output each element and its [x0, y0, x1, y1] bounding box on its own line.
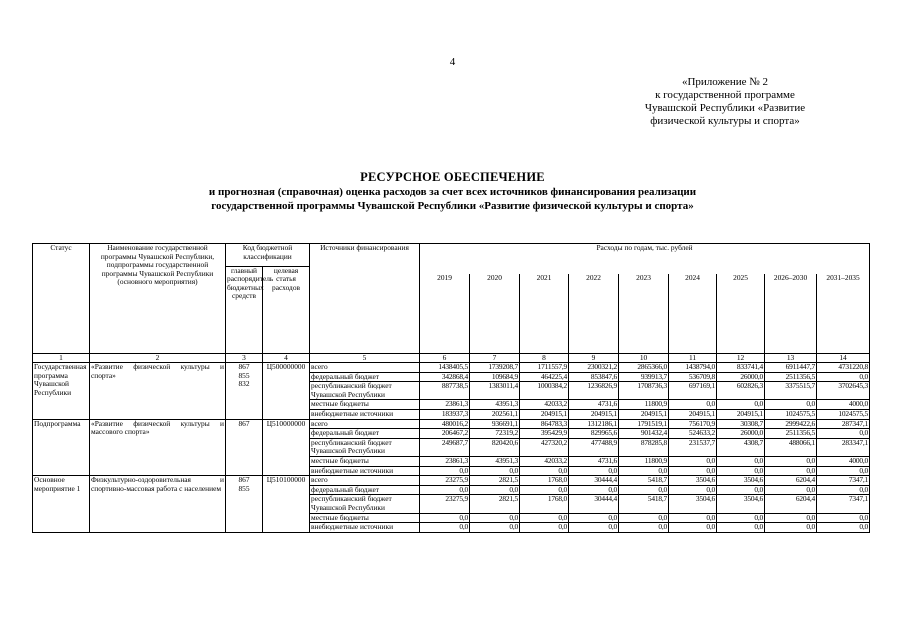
- row-value: 1768,0: [520, 495, 569, 513]
- row-value: 26000,0: [717, 429, 765, 439]
- row-value: 0,0: [669, 513, 717, 523]
- row-value: 6204,4: [765, 476, 817, 486]
- row-value: 0,0: [569, 513, 619, 523]
- row-value: 6911447,7: [765, 363, 817, 373]
- header-year: 2025: [717, 274, 765, 353]
- row-value: 0,0: [569, 523, 619, 533]
- row-value: 0,0: [817, 429, 870, 439]
- row-value: 0,0: [717, 457, 765, 467]
- header-year: 2019: [420, 274, 470, 353]
- row-value: 480016,2: [420, 419, 470, 429]
- row-value: 42033,2: [520, 457, 569, 467]
- row-value: 204915,1: [619, 410, 669, 420]
- row-article: Ц510000000: [263, 419, 310, 476]
- row-value: 30308,7: [717, 419, 765, 429]
- resource-table: [32, 243, 870, 533]
- row-value: 249687,7: [420, 438, 470, 456]
- row-value: 7347,1: [817, 476, 870, 486]
- row-value: 23861,3: [420, 457, 470, 467]
- row-value: 0,0: [817, 466, 870, 476]
- row-source: местные бюджеты: [310, 513, 420, 523]
- header-column-number: 9: [569, 353, 619, 363]
- row-value: 602826,3: [717, 382, 765, 400]
- row-value: 0,0: [520, 485, 569, 495]
- row-article: Ц510100000: [263, 476, 310, 533]
- header-years-title: Расходы по годам, тыс. рублей: [420, 244, 870, 267]
- row-value: 1312186,1: [569, 419, 619, 429]
- row-value: 1000384,2: [520, 382, 569, 400]
- row-value: 0,0: [817, 372, 870, 382]
- row-value: 23861,3: [420, 400, 470, 410]
- row-value: 488066,1: [765, 438, 817, 456]
- row-source: федеральный бюджет: [310, 485, 420, 495]
- row-value: 0,0: [470, 523, 520, 533]
- appendix-line-2: к государственной программе: [655, 89, 795, 101]
- row-value: 1768,0: [520, 476, 569, 486]
- header-article: целевая статья расходов: [263, 266, 310, 353]
- row-value: 4731220,8: [817, 363, 870, 373]
- appendix-line-4: физической культуры и спорта»: [650, 115, 800, 127]
- row-source: республиканский бюджет Чувашской Республики: [310, 495, 420, 513]
- row-value: 2865366,0: [619, 363, 669, 373]
- row-name: «Развитие физической культуры и спорта»: [90, 363, 226, 420]
- row-value: 204915,1: [569, 410, 619, 420]
- header-column-number: 13: [765, 353, 817, 363]
- row-value: 206467,2: [420, 429, 470, 439]
- row-value: 7347,1: [817, 495, 870, 513]
- row-value: 204915,1: [520, 410, 569, 420]
- header-column-number: 8: [520, 353, 569, 363]
- row-value: 0,0: [420, 466, 470, 476]
- title-sub-2: государственной программы Чувашской Республики «Развитие физической культуры и спорта»: [211, 200, 694, 212]
- row-value: 697169,1: [669, 382, 717, 400]
- header-column-number: 1: [33, 353, 90, 363]
- appendix-line-3: Чувашской Республики «Развитие: [644, 102, 806, 114]
- row-value: 1383011,4: [470, 382, 520, 400]
- row-value: 11800,9: [619, 400, 669, 410]
- row-source: всего: [310, 419, 420, 429]
- row-value: 2821,5: [470, 476, 520, 486]
- row-value: 0,0: [765, 457, 817, 467]
- row-value: 0,0: [520, 513, 569, 523]
- header-column-number: 5: [310, 353, 420, 363]
- row-value: 2999422,6: [765, 419, 817, 429]
- row-value: 936691,1: [470, 419, 520, 429]
- row-value: 202561,1: [470, 410, 520, 420]
- header-status: Статус: [33, 244, 90, 354]
- row-value: 0,0: [520, 466, 569, 476]
- row-value: 3375515,7: [765, 382, 817, 400]
- row-source: местные бюджеты: [310, 400, 420, 410]
- row-value: 287347,1: [817, 419, 870, 429]
- row-value: 0,0: [717, 485, 765, 495]
- appendix-line-1: «Приложение № 2: [681, 76, 769, 88]
- row-value: 4000,0: [817, 457, 870, 467]
- row-value: 464225,4: [520, 372, 569, 382]
- table-row: [33, 476, 870, 486]
- row-source: республиканский бюджет Чувашской Республики: [310, 438, 420, 456]
- row-value: 4000,0: [817, 400, 870, 410]
- row-value: 23275,9: [420, 476, 470, 486]
- header-grbs: главный распорядитель бюджетных средств: [226, 266, 263, 353]
- header-year: 2024: [669, 274, 717, 353]
- row-value: 1791519,1: [619, 419, 669, 429]
- row-value: 3504,6: [717, 495, 765, 513]
- row-value: 4731,6: [569, 457, 619, 467]
- row-value: 853847,6: [569, 372, 619, 382]
- row-value: 4731,6: [569, 400, 619, 410]
- row-value: 2511356,5: [765, 372, 817, 382]
- row-value: 0,0: [765, 400, 817, 410]
- header-column-number: 11: [669, 353, 717, 363]
- row-value: 3504,6: [669, 476, 717, 486]
- title-main: РЕСУРСНОЕ ОБЕСПЕЧЕНИЕ: [360, 170, 545, 184]
- row-source: федеральный бюджет: [310, 372, 420, 382]
- header-year: 2022: [569, 274, 619, 353]
- row-status: Основное мероприятие 1: [33, 476, 90, 533]
- header-year: 2021: [520, 274, 569, 353]
- row-value: 0,0: [619, 513, 669, 523]
- row-source: внебюджетные источники: [310, 523, 420, 533]
- row-value: 0,0: [817, 523, 870, 533]
- row-value: 820420,6: [470, 438, 520, 456]
- row-value: 0,0: [717, 400, 765, 410]
- row-value: 72319,2: [470, 429, 520, 439]
- header-name: Наименование государственной программы Чувашской Республики, подпрограммы государственной программы Чувашской Республики (основного мероприятия): [90, 244, 226, 354]
- header-sources: Источники финансирования: [310, 244, 420, 354]
- row-source: местные бюджеты: [310, 457, 420, 467]
- row-value: 536709,8: [669, 372, 717, 382]
- row-value: 864783,3: [520, 419, 569, 429]
- row-source: внебюджетные источники: [310, 466, 420, 476]
- header-column-number: 10: [619, 353, 669, 363]
- row-value: 1438405,5: [420, 363, 470, 373]
- row-value: 6204,4: [765, 495, 817, 513]
- row-value: 0,0: [817, 485, 870, 495]
- row-value: 0,0: [520, 523, 569, 533]
- row-value: 0,0: [765, 523, 817, 533]
- row-value: 756170,9: [669, 419, 717, 429]
- row-grbs: 867 855: [226, 476, 263, 533]
- row-value: 2821,5: [470, 495, 520, 513]
- row-value: 0,0: [569, 466, 619, 476]
- row-value: 0,0: [420, 513, 470, 523]
- row-value: 1739208,7: [470, 363, 520, 373]
- title-sub-1: и прогнозная (справочная) оценка расходов за счет всех источников финансирования реализации: [208, 186, 697, 198]
- row-value: 183937,3: [420, 410, 470, 420]
- row-source: внебюджетные источники: [310, 410, 420, 420]
- row-value: 283347,1: [817, 438, 870, 456]
- row-value: 477488,9: [569, 438, 619, 456]
- row-source: всего: [310, 363, 420, 373]
- row-value: 901432,4: [619, 429, 669, 439]
- header-column-number: 12: [717, 353, 765, 363]
- row-value: 0,0: [765, 466, 817, 476]
- row-value: 42033,2: [520, 400, 569, 410]
- row-value: 0,0: [569, 485, 619, 495]
- header-column-number: 14: [817, 353, 870, 363]
- row-grbs: 867 855 832: [226, 363, 263, 420]
- row-value: 342868,4: [420, 372, 470, 382]
- row-value: 878285,8: [619, 438, 669, 456]
- header-year: 2023: [619, 274, 669, 353]
- row-source: всего: [310, 476, 420, 486]
- row-value: 0,0: [669, 400, 717, 410]
- row-value: 0,0: [817, 513, 870, 523]
- row-value: 43951,3: [470, 457, 520, 467]
- row-value: 11800,9: [619, 457, 669, 467]
- row-value: 1708736,3: [619, 382, 669, 400]
- document-title: [0, 170, 905, 213]
- row-value: 1024575,5: [817, 410, 870, 420]
- row-value: 23275,9: [420, 495, 470, 513]
- row-value: 26000,0: [717, 372, 765, 382]
- table-row: [33, 363, 870, 373]
- row-value: 2511356,5: [765, 429, 817, 439]
- row-value: 5418,7: [619, 495, 669, 513]
- row-status: Государственная программа Чувашской Республики: [33, 363, 90, 420]
- row-value: 0,0: [717, 513, 765, 523]
- row-value: 0,0: [420, 485, 470, 495]
- row-value: 1024575,5: [765, 410, 817, 420]
- row-value: 1711557,9: [520, 363, 569, 373]
- page-number: 4: [449, 56, 456, 68]
- row-value: 0,0: [619, 523, 669, 533]
- row-name: «Развитие физической культуры и массового спорта»: [90, 419, 226, 476]
- row-name: Физкультурно-оздоровительная и спортивно-массовая работа с населением: [90, 476, 226, 533]
- row-value: 887738,5: [420, 382, 470, 400]
- row-value: 427320,2: [520, 438, 569, 456]
- row-value: 5418,7: [619, 476, 669, 486]
- row-value: 0,0: [765, 485, 817, 495]
- header-column-number: 4: [263, 353, 310, 363]
- row-value: 3504,6: [669, 495, 717, 513]
- header-column-number: 2: [90, 353, 226, 363]
- row-value: 1236826,9: [569, 382, 619, 400]
- header-year: 2020: [470, 274, 520, 353]
- appendix-note: [600, 76, 850, 128]
- header-year: 2031–2035: [817, 274, 870, 353]
- header-column-number: 7: [470, 353, 520, 363]
- row-value: 30444,4: [569, 495, 619, 513]
- row-value: 0,0: [470, 466, 520, 476]
- row-value: 939913,7: [619, 372, 669, 382]
- row-value: 109684,9: [470, 372, 520, 382]
- row-value: 524633,2: [669, 429, 717, 439]
- row-value: 0,0: [619, 466, 669, 476]
- row-value: 0,0: [470, 513, 520, 523]
- row-value: 2300321,2: [569, 363, 619, 373]
- row-value: 395429,9: [520, 429, 569, 439]
- row-source: федеральный бюджет: [310, 429, 420, 439]
- row-value: 1438794,0: [669, 363, 717, 373]
- row-value: 829965,6: [569, 429, 619, 439]
- row-value: 0,0: [765, 513, 817, 523]
- row-value: 0,0: [669, 523, 717, 533]
- row-article: Ц500000000: [263, 363, 310, 420]
- header-column-number: 6: [420, 353, 470, 363]
- row-value: 30444,4: [569, 476, 619, 486]
- row-status: Подпрограмма: [33, 419, 90, 476]
- row-value: 0,0: [717, 466, 765, 476]
- row-source: республиканский бюджет Чувашской Республики: [310, 382, 420, 400]
- row-value: 204915,1: [669, 410, 717, 420]
- row-value: 3702645,3: [817, 382, 870, 400]
- row-value: 0,0: [669, 485, 717, 495]
- header-code: Код бюджетной классификации: [226, 244, 310, 267]
- row-value: 4308,7: [717, 438, 765, 456]
- row-value: 231537,7: [669, 438, 717, 456]
- row-value: 0,0: [669, 457, 717, 467]
- header-year: 2026–2030: [765, 274, 817, 353]
- header-column-number: 3: [226, 353, 263, 363]
- row-value: 0,0: [619, 485, 669, 495]
- row-value: 204915,1: [717, 410, 765, 420]
- row-value: 0,0: [669, 466, 717, 476]
- row-value: 3504,6: [717, 476, 765, 486]
- row-value: 0,0: [420, 523, 470, 533]
- row-value: 0,0: [717, 523, 765, 533]
- row-grbs: 867: [226, 419, 263, 476]
- row-value: 0,0: [470, 485, 520, 495]
- row-value: 43951,3: [470, 400, 520, 410]
- row-value: 833741,4: [717, 363, 765, 373]
